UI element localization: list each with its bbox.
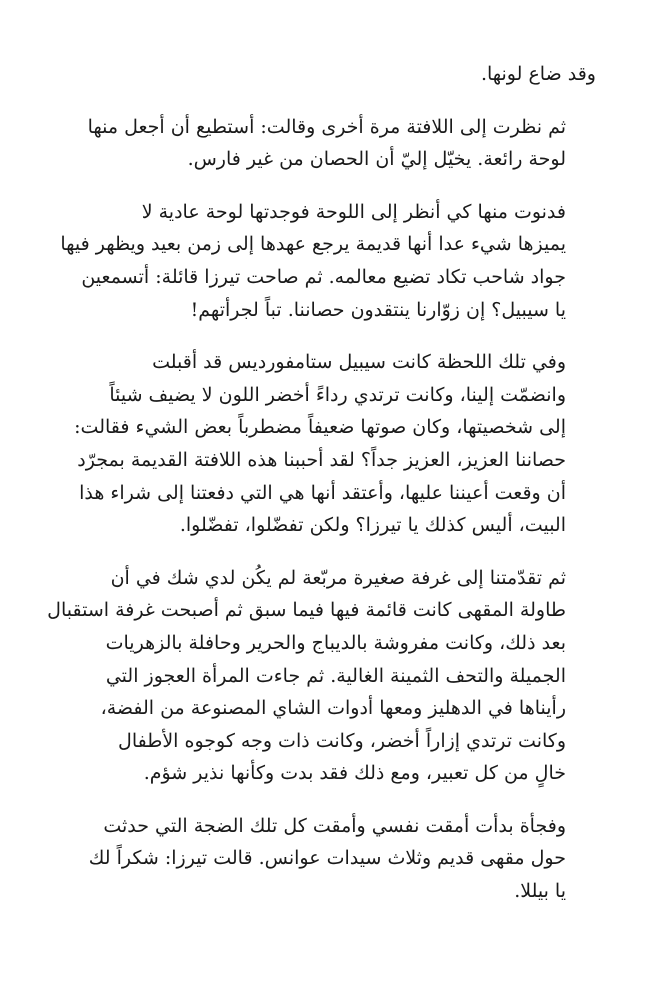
text-line: البيت، أليس كذلك يا تيرزا؟ ولكن تفضّلوا، تفضّلوا. (179, 514, 566, 537)
text-line: الجميلة والتحف الثمينة الغالية. ثم جاءت المرأة العجوز التي (105, 664, 566, 687)
text-line: وكانت ترتدي إزاراً أخضر، وكانت ذات وجه كوجوه الأطفال (118, 729, 566, 752)
text-line: حول مقهى قديم وثلاث سيدات عوانس. قالت تيرزا: شكراً لك (88, 847, 566, 870)
text-line: ثم نظرت إلى اللافتة مرة أخرى وقالت: أستطيع أن أجعل منها (87, 115, 566, 138)
text-line: فدنوت منها كي أنظر إلى اللوحة فوجدتها لوحة عادية لا (141, 200, 566, 223)
paragraph-6 (58, 810, 596, 908)
text-line: رأيناها في الدهليز ومعها أدوات الشاي المصنوعة من الفضة، (100, 697, 566, 720)
text-line: يا بيللا. (514, 880, 566, 903)
paragraph-1 (58, 58, 596, 91)
text-line: وانضمّت إلينا، وكانت ترتدي رداءً أخضر اللون لا يضيف شيئاً (109, 383, 566, 406)
text-line: لوحة رائعة. يخيّل إليّ أن الحصان من غير فارس. (187, 148, 566, 171)
text-line: وفي تلك اللحظة كانت سيبيل ستامفورديس قد أقبلت (152, 351, 566, 374)
paragraph-4 (58, 346, 596, 542)
text-line: ثم تقدّمتنا إلى غرفة صغيرة مربّعة لم يكُن لدي شك في أن (110, 566, 566, 589)
text-line: يا سيبيل؟ إن زوّارنا ينتقدون حصاننا. تباً لجرأتهم! (190, 298, 566, 321)
text-line: خالٍ من كل تعبير، ومع ذلك فقد بدت وكأنها نذير شؤم. (143, 762, 566, 785)
text-line: بعد ذلك، وكانت مفروشة بالديباج والحرير وحافلة بالزهريات (105, 631, 566, 654)
text-line: حصاننا العزيز، العزيز جداً؟ لقد أحببنا هذه اللافتة القديمة بمجرّد (77, 448, 566, 471)
text-line: طاولة المقهى كانت قائمة فيها فيما سبق ثم أصبحت غرفة استقبال (47, 599, 566, 622)
book-page (47, 58, 596, 928)
text-line: جواد شاحب تكاد تضيع معالمه. ثم صاحت تيرزا قائلة: أتسمعين (81, 265, 566, 288)
paragraph-3 (58, 196, 596, 326)
text-line: يميزها شيء عدا أنها قديمة يرجع عهدها إلى زمن بعيد ويظهر فيها (60, 233, 566, 256)
text-line: إلى شخصيتها، وكان صوتها ضعيفاً مضطرباً بعض الشيء فقالت: (74, 416, 566, 439)
paragraph-5 (47, 562, 596, 790)
text-line: وقد ضاع لونها. (480, 63, 596, 85)
text-line: أن وقعت أعيننا عليها، وأعتقد أنها هي التي دفعتنا إلى شراء هذا (79, 481, 566, 504)
text-line: وفجأة بدأت أمقت نفسي وأمقت كل تلك الضجة التي حدثت (103, 814, 566, 837)
paragraph-2 (58, 111, 596, 176)
